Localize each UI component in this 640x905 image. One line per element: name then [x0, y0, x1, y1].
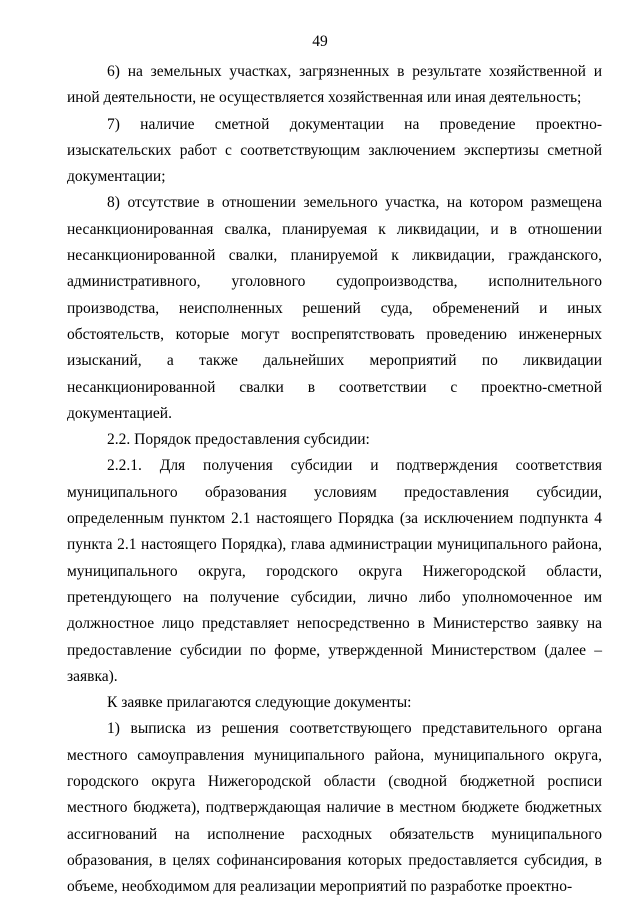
paragraph-item-7: 7) наличие сметной документации на проведение проектно-изыскательских работ с соответствующим заключением экспертизы сметной документации;: [67, 115, 602, 186]
paragraph-item-8: 8) отсутствие в отношении земельного участка, на котором размещена несанкционированная свалка, планируемая к ликвидации, и в отношении несанкционированной свалки, планируемой к ликвидации, гражданского, административного, уголовного судопроизводства, исполнительного производства, неисполненных решений суда, обременений и иных обстоятельств, которые могут воспрепятствовать проведению инженерных изысканий, а также дальнейших мероприятий по ликвидации несанкционированной свалки в соответствии с проектно-сметной документацией.: [67, 194, 602, 422]
section-heading-2-2: 2.2. Порядок предоставления субсидии:: [107, 431, 370, 449]
paragraph-item-6: 6) на земельных участках, загрязненных в результате хозяйственной и иной деятельности, не осуществляется хозяйственная или иная деятельность;: [67, 63, 602, 107]
paragraph-2-2-1: 2.2.1. Для получения субсидии и подтверждения соответствия муниципального образования условиям предоставления субсидии, определенным пунктом 2.1 настоящего Порядка (за исключением подпункта 4 пункта 2.1 настоящего Порядка), глава администрации муниципального района, муниципального округа, городского округа Нижегородской области, претендующего на получение субсидии, лично либо уполномоченное им должностное лицо представляет непосредственно в Министерство заявку на предоставление субсидии по форме, утвержденной Министерством (далее – заявка).: [67, 457, 602, 685]
attachments-intro: К заявке прилагаются следующие документы:: [107, 694, 412, 712]
document-body: [67, 59, 602, 901]
attachment-item-1: 1) выписка из решения соответствующего представительного органа местного самоуправления муниципального района, муниципального округа, городского округа Нижегородской области (сводной бюджетной росписи местного бюджета), подтверждающая наличие в местном бюджете бюджетных ассигнований на исполнение расходных обязательств муниципального образования, в целях софинансирования которых предоставляется субсидия, в объеме, необходимом для реализации мероприятий по разработке проектно-: [67, 720, 602, 896]
page-number: 49: [312, 33, 328, 50]
